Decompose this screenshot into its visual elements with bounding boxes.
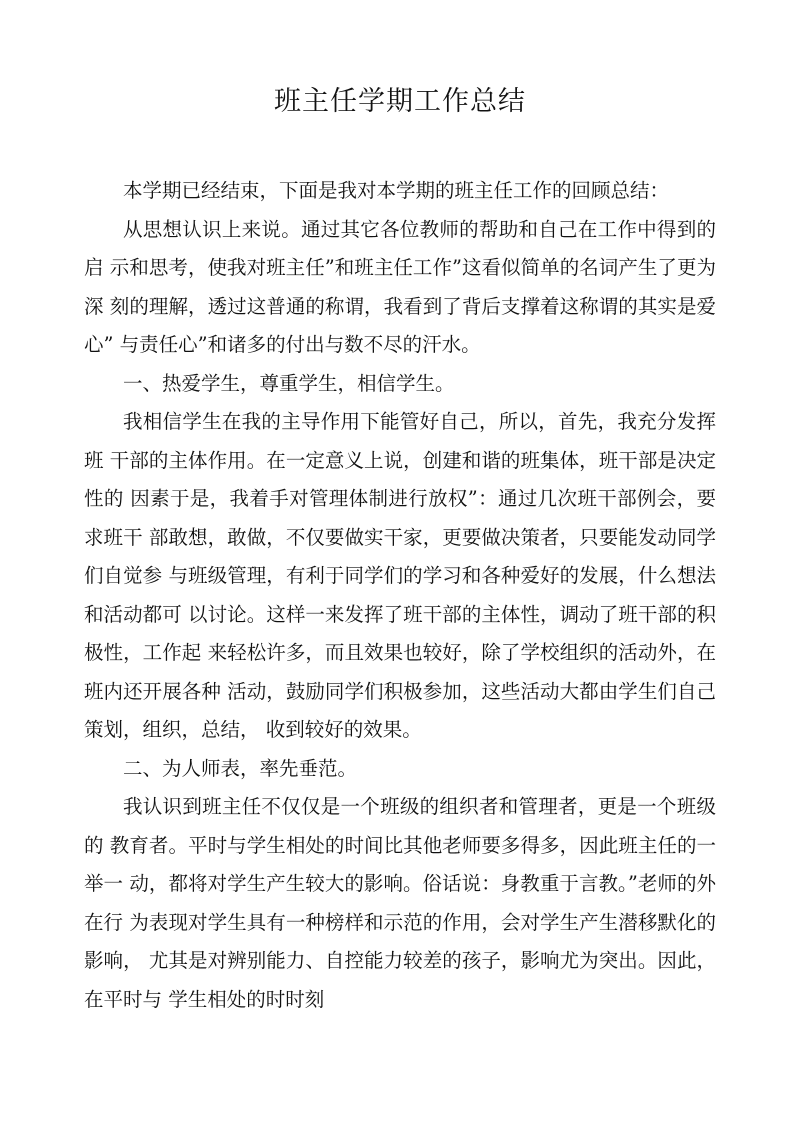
section-heading-2: 二、为人师表，率先垂范。 <box>123 756 358 780</box>
paragraph-section-2: 我认识到班主任不仅仅是一个班级的组织者和管理者，更是一个班级的 教育者。平时与学生相处的时间比其他老师要多得多，因此班主任的一举一 动，都将对学生产生较大的影响。俗话说：身教重于言教。”老师的外在行 为表现对学生具有一种榜样和示范的作用，会对学生产生潜移默化的影响， 尤其是对辨别能力、自控能力较差的孩子，影响尤为突出。因此，在平时与 学生相处的时时刻 <box>84 795 716 1011</box>
section-heading-1: 一、热爱学生，尊重学生，相信学生。 <box>123 371 455 395</box>
paragraph-section-1: 我相信学生在我的主导作用下能管好自己，所以，首先，我充分发挥班 干部的主体作用。在一定意义上说，创建和谐的班集体，班干部是决定性的 因素于是，我着手对管理体制进行放权”：通过几次班干部例会，要求班干 部敢想，敢做，不仅要做实干家，更要做决策者，只要能发动同学们自觉参 与班级管理，有利于同学们的学习和各种爱好的发展，什么想法和活动都可 以讨论。这样一来发挥了班干部的主体性，调动了班干部的积极性，工作起 来轻松许多，而且效果也较好，除了学校组织的活动外，在班内还开展各种 活动，鼓励同学们积极参加，这些活动大都由学生们自己策划，组织，总结， 收到较好的效果。 <box>84 410 716 741</box>
paragraph-intro: 本学期已经结束，下面是我对本学期的班主任工作的回顾总结： <box>123 179 670 202</box>
page-title: 班主任学期工作总结 <box>274 86 526 117</box>
document-body <box>84 172 716 1019</box>
paragraph-thoughts: 从思想认识上来说。通过其它各位教师的帮助和自己在工作中得到的启 示和思考，使我对班主任”和班主任工作”这看似简单的名词产生了更为深 刻的理解，透过这普通的称谓，我看到了背后支撑着这称谓的其实是爱心” 与责任心”和诸多的付出与数不尽的汗水。 <box>84 217 716 356</box>
